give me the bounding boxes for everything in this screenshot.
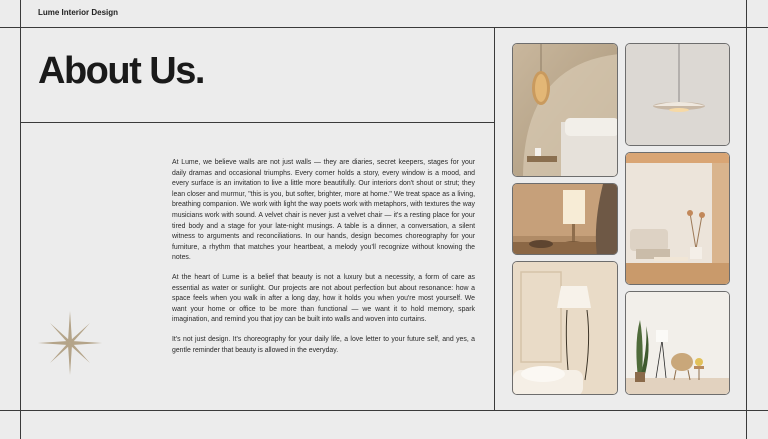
table-lamp-photo [512,183,618,255]
pendant-lamp-photo [625,43,730,146]
page-title: About Us. [38,50,204,92]
rule-bottom [0,410,768,411]
about-paragraph: At Lume, we believe walls are not just walls — they are diaries, secret keepers, stages for your daily dramas and occasional triumphs. Every corner holds a story, every window is a mood, and every surface is an invitation to live a little more beautifully. Our interiors don't shout or strut; they lean closer and murmur, "this is you, but softer, brighter, more at home." We treat space as a living, breathing companion. We work with light the way poets work with metaphors, with textures the way musicians work with sound. A velvet chair is never just a velvet chair — it's a resting place for your tired body and a stage for your late-night musings. A table is a dinner, a conversation, a silent witness to arguments and reconciliations. In our hands, design becomes choreography for your furniture, a rhythm that matches your heartbeat, a melody you'll recognize without knowing the notes. [172,159,475,262]
rule-title-underline [20,122,495,123]
floor-lamp-photo [512,261,618,395]
living-room-photo [625,152,730,285]
about-paragraph: It's not just design. It's choreography for your daily life, a love letter to your future self, and yes, a gentle reminder that beauty is allowed in the everyday. [172,335,475,354]
sparkle-star-icon [38,311,102,375]
plant-chair-photo [625,291,730,395]
about-paragraph: At the heart of Lume is a belief that beauty is not a luxury but a necessity, a form of care as essential as water or sunlight. Our projects are not about perfection but about resonance: how a space feels when you walk in after a long day, how it holds you when you're most yourself. We want your home or office to be more than functional — we want it to hold memory, spark imagination, and remind you that joy can be built into walls and woven into curtains. [172,273,475,324]
bedroom-rattan-pendant-photo [512,43,618,177]
about-body [172,158,475,365]
rule-left [20,0,21,439]
rule-right [746,0,747,439]
rule-divider-vertical [494,27,495,411]
brand-name: Lume Interior Design [38,8,119,17]
rule-top [0,27,768,28]
